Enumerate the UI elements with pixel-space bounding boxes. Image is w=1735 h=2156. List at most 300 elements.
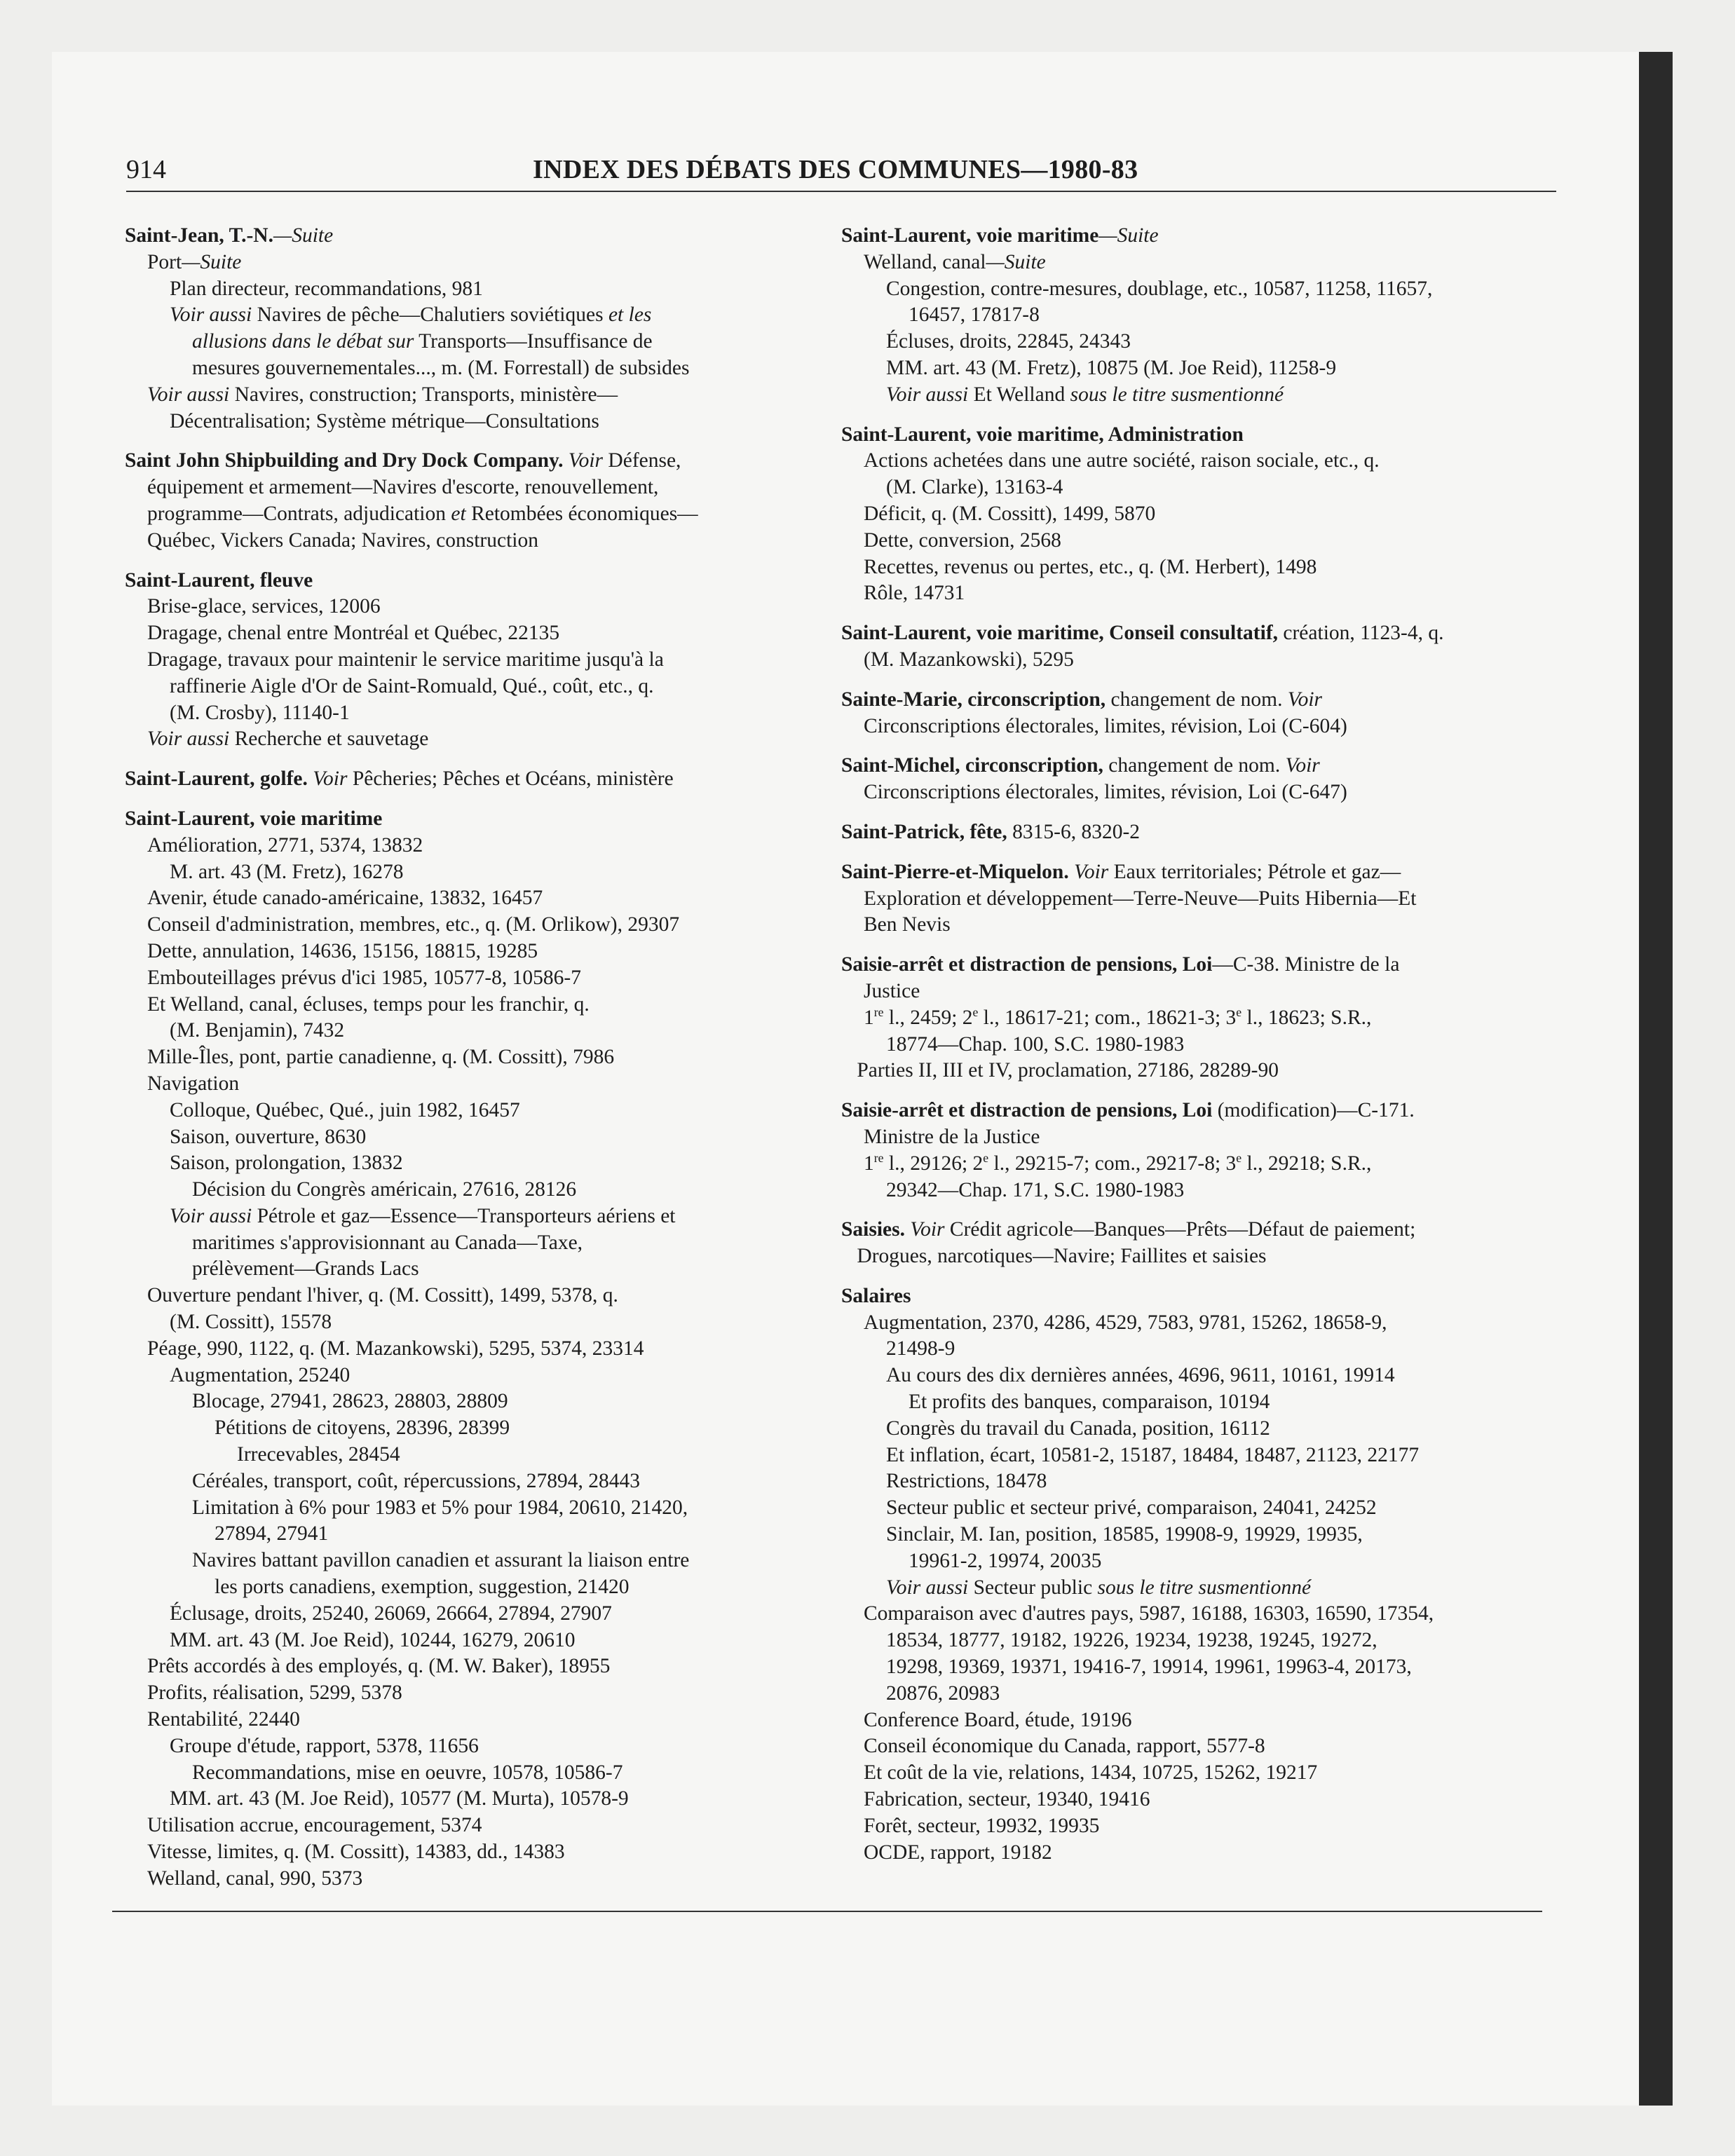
index-line bbox=[125, 1521, 833, 1548]
superscript: re bbox=[873, 1150, 884, 1165]
line-text: Ben Nevis bbox=[864, 913, 951, 936]
index-entry bbox=[841, 753, 1549, 806]
entry-heading: Saint-Jean, T.-N. bbox=[125, 224, 273, 247]
line-text: Rentabilité, 22440 bbox=[147, 1708, 300, 1731]
line-text: Conseil économique du Canada, rapport, 5577-8 bbox=[864, 1735, 1265, 1758]
line-text: l., 29215-7; com., 29217-8; 3 bbox=[988, 1152, 1237, 1175]
voir-label: Voir bbox=[313, 767, 348, 791]
index-line bbox=[841, 714, 1549, 740]
index-line bbox=[841, 1178, 1549, 1204]
entry-heading: Saisies. bbox=[841, 1218, 905, 1241]
index-line bbox=[125, 1018, 833, 1044]
index-line bbox=[841, 528, 1549, 554]
index-line bbox=[125, 1839, 833, 1866]
line-text: l., 18623; S.R., bbox=[1241, 1006, 1372, 1029]
line-text: MM. art. 43 (M. Fretz), 10875 (M. Joe Reid), 11258-9 bbox=[886, 356, 1337, 379]
index-line bbox=[125, 859, 833, 886]
index-line bbox=[841, 1442, 1549, 1469]
line-text: Navires battant pavillon canadien et assurant la liaison entre bbox=[192, 1549, 690, 1572]
superscript: e bbox=[1236, 1004, 1242, 1019]
line-text: l., 2459; 2 bbox=[883, 1006, 973, 1029]
index-line bbox=[841, 1310, 1549, 1337]
entry-heading-line bbox=[125, 223, 833, 250]
line-text: Navires, construction; Transports, ministère— bbox=[234, 383, 618, 406]
line-text: Et Welland, canal, écluses, temps pour les franchir, q. bbox=[147, 992, 590, 1016]
index-line bbox=[841, 886, 1549, 913]
index-line bbox=[125, 1177, 833, 1203]
voir-aussi-label: Voir aussi bbox=[170, 1204, 252, 1227]
superscript: e bbox=[1236, 1150, 1242, 1165]
entry-heading: Saint-Laurent, golfe. bbox=[125, 767, 308, 791]
line-text: Navires de pêche—Chalutiers soviétiques bbox=[257, 303, 604, 327]
entry-heading: Saint-Michel, circonscription, bbox=[841, 754, 1103, 777]
line-text: Justice bbox=[864, 979, 920, 1002]
index-line bbox=[125, 1786, 833, 1813]
index-line bbox=[841, 250, 1549, 276]
index-line bbox=[125, 1415, 833, 1442]
line-text: Drogues, narcotiques—Navire; Faillites et saisies bbox=[857, 1245, 1267, 1268]
index-line bbox=[841, 1032, 1549, 1058]
index-line bbox=[125, 965, 833, 992]
voir-aussi-label: Voir aussi bbox=[147, 728, 230, 751]
index-line bbox=[125, 1044, 833, 1071]
index-line bbox=[125, 1071, 833, 1098]
index-line bbox=[841, 475, 1549, 501]
entry-heading-line bbox=[841, 620, 1549, 647]
index-line bbox=[841, 580, 1549, 607]
line-text: M. art. 43 (M. Fretz), 16278 bbox=[170, 860, 404, 883]
index-column-right bbox=[841, 223, 1549, 1879]
scan-edge-shadow bbox=[1639, 52, 1673, 2106]
index-line bbox=[841, 1522, 1549, 1548]
line-text: OCDE, rapport, 19182 bbox=[864, 1841, 1052, 1864]
line-text: 1 bbox=[864, 1152, 874, 1175]
line-text: Saison, prolongation, 13832 bbox=[170, 1152, 403, 1175]
entry-heading-line bbox=[841, 422, 1549, 449]
line-text: Embouteillages prévus d'ici 1985, 10577-8, 10586-7 bbox=[147, 966, 581, 989]
index-line bbox=[125, 1866, 833, 1892]
index-line bbox=[841, 382, 1549, 409]
line-text: 18774—Chap. 100, S.C. 1980-1983 bbox=[886, 1032, 1185, 1056]
index-line bbox=[841, 329, 1549, 355]
index-line bbox=[125, 1283, 833, 1309]
line-text: Et profits des banques, comparaison, 10194 bbox=[909, 1391, 1270, 1414]
index-line bbox=[841, 1787, 1549, 1813]
entry-heading-line bbox=[841, 753, 1549, 779]
superscript: re bbox=[873, 1004, 884, 1019]
voir-aussi-label: Voir aussi bbox=[886, 383, 969, 406]
index-line bbox=[125, 409, 833, 435]
entry-heading-line bbox=[841, 1217, 1549, 1243]
index-line bbox=[125, 1707, 833, 1733]
entry-heading: Salaires bbox=[841, 1284, 911, 1307]
suite-label: —Suite bbox=[182, 250, 242, 273]
voir-label: Voir bbox=[910, 1218, 945, 1241]
index-line bbox=[841, 554, 1549, 581]
line-text: maritimes s'approvisionnant au Canada—Taxe, bbox=[192, 1231, 583, 1254]
line-text: Conseil d'administration, membres, etc., q. (M. Orlikow), 29307 bbox=[147, 913, 680, 936]
index-line bbox=[125, 528, 833, 554]
index-line bbox=[841, 1389, 1549, 1416]
index-line bbox=[841, 1058, 1549, 1084]
line-text: 20876, 20983 bbox=[886, 1681, 1000, 1705]
line-text: Congestion, contre-mesures, doublage, etc., 10587, 11258, 11657, bbox=[886, 277, 1433, 300]
line-text: Écluses, droits, 22845, 24343 bbox=[886, 330, 1131, 353]
line-text: 29342—Chap. 171, S.C. 1980-1983 bbox=[886, 1178, 1185, 1201]
line-text: Décentralisation; Système métrique—Consultations bbox=[170, 409, 599, 432]
line-text: Welland, canal, 990, 5373 bbox=[147, 1867, 363, 1890]
voir-aussi-label: Voir aussi bbox=[170, 303, 252, 327]
entry-heading-line bbox=[125, 806, 833, 833]
entry-heading: Saint-Patrick, fête, bbox=[841, 820, 1007, 843]
line-text: prélèvement—Grands Lacs bbox=[192, 1257, 419, 1281]
index-line bbox=[125, 1124, 833, 1151]
entry-heading-text: création, 1123-4, q. bbox=[1283, 622, 1444, 645]
entry-heading-text: Crédit agricole—Banques—Prêts—Défaut de paiement; bbox=[949, 1218, 1416, 1241]
entry-heading-line bbox=[125, 568, 833, 594]
line-text: Et Welland bbox=[973, 383, 1066, 406]
index-line bbox=[125, 1574, 833, 1601]
line-text: Parties II, III et IV, proclamation, 27186, 28289-90 bbox=[857, 1059, 1279, 1082]
index-line bbox=[841, 276, 1549, 303]
italic-text: allusions dans le débat sur bbox=[192, 330, 414, 353]
line-text: raffinerie Aigle d'Or de Saint-Romuald, Qué., coût, etc., q. bbox=[170, 674, 654, 697]
index-line bbox=[125, 1230, 833, 1257]
line-text: MM. art. 43 (M. Joe Reid), 10577 (M. Murta), 10578-9 bbox=[170, 1787, 629, 1810]
line-text: Vitesse, limites, q. (M. Cossitt), 14383, dd., 14383 bbox=[147, 1841, 565, 1864]
index-line bbox=[841, 1336, 1549, 1363]
entry-heading-line bbox=[841, 1283, 1549, 1310]
index-line bbox=[125, 1495, 833, 1522]
header-rule bbox=[126, 191, 1556, 192]
line-text: équipement et armement—Navires d'escorte, renouvellement, bbox=[147, 476, 659, 499]
index-line bbox=[125, 1389, 833, 1415]
line-text: (M. Crosby), 11140-1 bbox=[170, 701, 350, 724]
index-line bbox=[841, 1151, 1549, 1178]
line-text: Augmentation, 25240 bbox=[170, 1363, 351, 1386]
index-line bbox=[125, 912, 833, 939]
line-text: Rôle, 14731 bbox=[864, 582, 965, 605]
entry-heading-text: changement de nom. bbox=[1110, 688, 1283, 711]
entry-heading-line bbox=[841, 687, 1549, 714]
line-text: Déficit, q. (M. Cossitt), 1499, 5870 bbox=[864, 502, 1156, 525]
index-entry bbox=[125, 223, 833, 435]
superscript: e bbox=[972, 1004, 979, 1019]
voir-label: Voir bbox=[1285, 754, 1320, 777]
index-line bbox=[125, 1309, 833, 1336]
index-line bbox=[125, 674, 833, 700]
index-entry bbox=[841, 1098, 1549, 1203]
voir-aussi-label: Voir aussi bbox=[147, 383, 230, 406]
line-text: Et coût de la vie, relations, 1434, 10725, 15262, 19217 bbox=[864, 1761, 1318, 1785]
index-line bbox=[125, 1442, 833, 1468]
index-line bbox=[841, 1733, 1549, 1760]
index-line bbox=[841, 355, 1549, 382]
index-line bbox=[841, 1416, 1549, 1442]
line-text: Et inflation, écart, 10581-2, 15187, 18484, 18487, 21123, 22177 bbox=[886, 1443, 1420, 1466]
index-entry bbox=[125, 806, 833, 1892]
index-line bbox=[125, 1733, 833, 1760]
index-line bbox=[841, 647, 1549, 674]
line-text: (M. Benjamin), 7432 bbox=[170, 1019, 345, 1042]
line-text: Secteur public bbox=[973, 1576, 1093, 1599]
italic-text: et bbox=[451, 502, 466, 525]
index-line bbox=[841, 1601, 1549, 1628]
index-line bbox=[125, 1680, 833, 1707]
index-line bbox=[125, 250, 833, 276]
index-line bbox=[125, 329, 833, 355]
entry-heading-line bbox=[841, 223, 1549, 250]
entry-heading-line bbox=[841, 859, 1549, 886]
index-line bbox=[841, 1760, 1549, 1787]
line-text: Circonscriptions électorales, limites, révision, Loi (C-647) bbox=[864, 781, 1347, 804]
index-line bbox=[841, 1628, 1549, 1654]
voir-label: Voir bbox=[1287, 688, 1323, 711]
entry-heading: Saint-Laurent, voie maritime bbox=[125, 807, 383, 830]
line-text: l., 29218; S.R., bbox=[1241, 1152, 1372, 1175]
running-title: INDEX DES DÉBATS DES COMMUNES—1980-83 bbox=[533, 155, 1138, 184]
line-text: Péage, 990, 1122, q. (M. Mazankowski), 5295, 5374, 23314 bbox=[147, 1337, 644, 1360]
index-line bbox=[125, 382, 833, 409]
entry-heading-text: (modification)—C-171. bbox=[1217, 1099, 1415, 1122]
index-entry bbox=[841, 1283, 1549, 1867]
index-line bbox=[841, 302, 1549, 329]
index-line bbox=[125, 833, 833, 859]
index-line bbox=[841, 779, 1549, 806]
line-text: 21498-9 bbox=[886, 1337, 955, 1360]
index-line bbox=[841, 448, 1549, 475]
index-entry bbox=[841, 422, 1549, 608]
line-text: 18534, 18777, 19182, 19226, 19234, 19238, 19245, 19272, bbox=[886, 1629, 1377, 1652]
line-text: (M. Cossitt), 15578 bbox=[170, 1311, 332, 1334]
line-text: Dette, conversion, 2568 bbox=[864, 528, 1061, 552]
index-line bbox=[841, 1363, 1549, 1389]
line-text: Circonscriptions électorales, limites, révision, Loi (C-604) bbox=[864, 714, 1347, 737]
line-text: 19298, 19369, 19371, 19416-7, 19914, 19961, 19963-4, 20173, bbox=[886, 1656, 1412, 1679]
line-text: Augmentation, 2370, 4286, 4529, 7583, 9781, 15262, 18658-9, bbox=[864, 1311, 1387, 1334]
entry-heading: Saint-Laurent, voie maritime, Conseil consultatif, bbox=[841, 622, 1279, 645]
index-entry bbox=[841, 620, 1549, 674]
line-text: Conference Board, étude, 19196 bbox=[864, 1708, 1132, 1731]
line-text: les ports canadiens, exemption, suggestion, 21420 bbox=[215, 1576, 630, 1599]
index-line bbox=[125, 620, 833, 647]
line-text: Plan directeur, recommandations, 981 bbox=[170, 277, 483, 300]
line-text: Amélioration, 2771, 5374, 13832 bbox=[147, 833, 423, 857]
line-text: Sinclair, M. Ian, position, 18585, 19908-9, 19929, 19935, bbox=[886, 1523, 1363, 1546]
line-text: Secteur public et secteur privé, comparaison, 24041, 24252 bbox=[886, 1496, 1377, 1520]
entry-heading-line bbox=[125, 448, 833, 475]
index-line bbox=[125, 992, 833, 1018]
index-entry bbox=[841, 223, 1549, 409]
line-text: Groupe d'étude, rapport, 5378, 11656 bbox=[170, 1734, 479, 1757]
line-text: Québec, Vickers Canada; Navires, construction bbox=[147, 528, 538, 552]
index-line bbox=[125, 1548, 833, 1574]
index-line bbox=[841, 1243, 1549, 1270]
line-text: Utilisation accrue, encouragement, 5374 bbox=[147, 1814, 482, 1837]
italic-text: sous le titre susmentionné bbox=[1097, 1576, 1312, 1599]
voir-label: Voir bbox=[1074, 860, 1109, 883]
entry-heading: Saint John Shipbuilding and Dry Dock Company. bbox=[125, 449, 564, 472]
index-line bbox=[125, 276, 833, 303]
line-text: 27894, 27941 bbox=[215, 1522, 329, 1546]
entry-heading: Saint-Laurent, voie maritime, Administration bbox=[841, 423, 1244, 446]
entry-heading: Saisie-arrêt et distraction de pensions, Loi bbox=[841, 1099, 1213, 1122]
index-line bbox=[125, 1203, 833, 1230]
index-line bbox=[841, 501, 1549, 528]
entry-heading-line bbox=[841, 1098, 1549, 1124]
voir-label: Voir bbox=[568, 449, 604, 472]
line-text: Fabrication, secteur, 19340, 19416 bbox=[864, 1788, 1150, 1811]
line-text: Navigation bbox=[147, 1072, 240, 1095]
line-text: Transports—Insuffisance de bbox=[419, 330, 653, 353]
index-line bbox=[125, 1150, 833, 1177]
entry-heading-text: Défense, bbox=[608, 449, 681, 472]
line-text: programme—Contrats, adjudication bbox=[147, 502, 447, 525]
index-line bbox=[125, 594, 833, 620]
line-text: 19961-2, 19974, 20035 bbox=[909, 1549, 1102, 1572]
italic-text: sous le titre susmentionné bbox=[1070, 383, 1284, 406]
entry-heading-text: changement de nom. bbox=[1108, 754, 1281, 777]
index-entry bbox=[125, 448, 833, 554]
suite-label: —Suite bbox=[986, 250, 1046, 273]
index-line bbox=[841, 1681, 1549, 1707]
index-line bbox=[125, 939, 833, 965]
superscript: e bbox=[983, 1150, 989, 1165]
line-text: Dragage, travaux pour maintenir le service maritime jusqu'à la bbox=[147, 648, 664, 671]
index-line bbox=[841, 1548, 1549, 1575]
page-number: 914 bbox=[126, 155, 166, 184]
line-text: mesures gouvernementales..., m. (M. Forrestall) de subsides bbox=[192, 356, 690, 379]
index-line bbox=[841, 978, 1549, 1005]
line-text: (M. Clarke), 13163-4 bbox=[886, 476, 1063, 499]
index-entry bbox=[841, 819, 1549, 846]
line-text: Actions achetées dans une autre société, raison sociale, etc., q. bbox=[864, 449, 1380, 472]
line-text: Recettes, revenus ou pertes, etc., q. (M. Herbert), 1498 bbox=[864, 555, 1317, 578]
entry-heading-text: 8315-6, 8320-2 bbox=[1012, 820, 1141, 843]
index-line bbox=[125, 1363, 833, 1389]
entry-heading: Sainte-Marie, circonscription, bbox=[841, 688, 1106, 711]
index-line bbox=[125, 726, 833, 753]
index-line bbox=[125, 1256, 833, 1283]
entry-heading: Saint-Pierre-et-Miquelon. bbox=[841, 860, 1069, 883]
line-text: 16457, 17817-8 bbox=[909, 303, 1040, 327]
index-line bbox=[125, 355, 833, 382]
index-line bbox=[125, 1628, 833, 1654]
index-line bbox=[841, 1124, 1549, 1151]
line-text: Mille-Îles, pont, partie canadienne, q. (M. Cossitt), 7986 bbox=[147, 1046, 615, 1069]
entry-heading: Saint-Laurent, fleuve bbox=[125, 568, 313, 592]
index-line bbox=[125, 1760, 833, 1787]
line-text: Brise-glace, services, 12006 bbox=[147, 595, 381, 618]
line-text: Prêts accordés à des employés, q. (M. W. Baker), 18955 bbox=[147, 1655, 611, 1678]
index-entry bbox=[125, 568, 833, 753]
line-text: l., 29126; 2 bbox=[883, 1152, 984, 1175]
line-text: Blocage, 27941, 28623, 28803, 28809 bbox=[192, 1390, 508, 1413]
index-line bbox=[125, 1601, 833, 1628]
index-line bbox=[125, 475, 833, 501]
voir-aussi-label: Voir aussi bbox=[886, 1576, 969, 1599]
entry-heading-line bbox=[125, 766, 833, 793]
line-text: Congrès du travail du Canada, position, 16112 bbox=[886, 1417, 1270, 1440]
index-line bbox=[841, 1495, 1549, 1522]
line-text: Recommandations, mise en oeuvre, 10578, 10586-7 bbox=[192, 1761, 623, 1784]
line-text: Restrictions, 18478 bbox=[886, 1470, 1047, 1493]
suite-label: —Suite bbox=[1098, 224, 1159, 247]
line-text: Limitation à 6% pour 1983 et 5% pour 1984, 20610, 21420, bbox=[192, 1496, 688, 1519]
index-line bbox=[125, 1336, 833, 1363]
line-text: (M. Mazankowski), 5295 bbox=[864, 648, 1074, 671]
index-line bbox=[841, 912, 1549, 939]
line-text: Forêt, secteur, 19932, 19935 bbox=[864, 1814, 1100, 1837]
line-text: l., 18617-21; com., 18621-3; 3 bbox=[978, 1006, 1237, 1029]
line-text: Dragage, chenal entre Montréal et Québec, 22135 bbox=[147, 622, 560, 645]
index-line bbox=[125, 1653, 833, 1680]
line-text: Ouverture pendant l'hiver, q. (M. Cossitt), 1499, 5378, q. bbox=[147, 1284, 618, 1307]
entry-heading: Saisie-arrêt et distraction de pensions, Loi bbox=[841, 953, 1213, 976]
entry-heading-text: Pêcheries; Pêches et Océans, ministère bbox=[352, 767, 674, 791]
line-text: Saison, ouverture, 8630 bbox=[170, 1125, 367, 1148]
line-text: Dette, annulation, 14636, 15156, 18815, 19285 bbox=[147, 939, 538, 962]
index-line bbox=[841, 1468, 1549, 1495]
line-text: 1 bbox=[864, 1006, 874, 1029]
index-line bbox=[841, 1707, 1549, 1734]
line-text: Au cours des dix dernières années, 4696, 9611, 10161, 19914 bbox=[886, 1364, 1395, 1387]
suite-label: —Suite bbox=[273, 224, 334, 247]
index-line bbox=[125, 302, 833, 329]
index-column-left bbox=[125, 223, 833, 1906]
index-line bbox=[125, 647, 833, 674]
index-line bbox=[841, 1575, 1549, 1602]
line-text: Exploration et développement—Terre-Neuve—Puits Hibernia—Et bbox=[864, 887, 1417, 910]
index-line bbox=[841, 1654, 1549, 1681]
line-text: Éclusage, droits, 25240, 26069, 26664, 27894, 27907 bbox=[170, 1602, 612, 1625]
page-header bbox=[126, 149, 1556, 193]
index-line bbox=[125, 501, 833, 528]
line-text: Pétrole et gaz—Essence—Transporteurs aériens et bbox=[257, 1204, 676, 1227]
entry-heading: Saint-Laurent, voie maritime bbox=[841, 224, 1099, 247]
index-line bbox=[841, 1813, 1549, 1840]
line-text: MM. art. 43 (M. Joe Reid), 10244, 16279, 20610 bbox=[170, 1628, 576, 1651]
entry-heading-line bbox=[841, 952, 1549, 978]
line-text: Irrecevables, 28454 bbox=[237, 1443, 400, 1466]
index-entry bbox=[125, 766, 833, 793]
line-text: Recherche et sauvetage bbox=[234, 728, 429, 751]
index-entry bbox=[841, 687, 1549, 740]
line-text: Port bbox=[147, 250, 182, 273]
line-text: Pétitions de citoyens, 28396, 28399 bbox=[215, 1417, 510, 1440]
index-line bbox=[841, 1840, 1549, 1867]
index-line bbox=[841, 1005, 1549, 1032]
entry-heading-text: Eaux territoriales; Pétrole et gaz— bbox=[1113, 860, 1401, 883]
index-entry bbox=[841, 952, 1549, 1084]
index-entry bbox=[841, 1217, 1549, 1270]
line-text: Profits, réalisation, 5299, 5378 bbox=[147, 1681, 402, 1705]
line-text: Comparaison avec d'autres pays, 5987, 16188, 16303, 16590, 17354, bbox=[864, 1602, 1434, 1625]
entry-heading-text: —C-38. Ministre de la bbox=[1212, 953, 1400, 976]
index-line bbox=[125, 1098, 833, 1124]
entry-heading-line bbox=[841, 819, 1549, 846]
italic-text: et les bbox=[608, 303, 652, 327]
line-text: Décision du Congrès américain, 27616, 28126 bbox=[192, 1178, 577, 1201]
index-line bbox=[125, 885, 833, 912]
index-line bbox=[125, 700, 833, 727]
index-line bbox=[125, 1813, 833, 1839]
footer-rule bbox=[112, 1911, 1542, 1912]
index-entry bbox=[841, 859, 1549, 939]
index-line bbox=[125, 1468, 833, 1495]
line-text: Ministre de la Justice bbox=[864, 1125, 1040, 1148]
line-text: Retombées économiques— bbox=[471, 502, 698, 525]
